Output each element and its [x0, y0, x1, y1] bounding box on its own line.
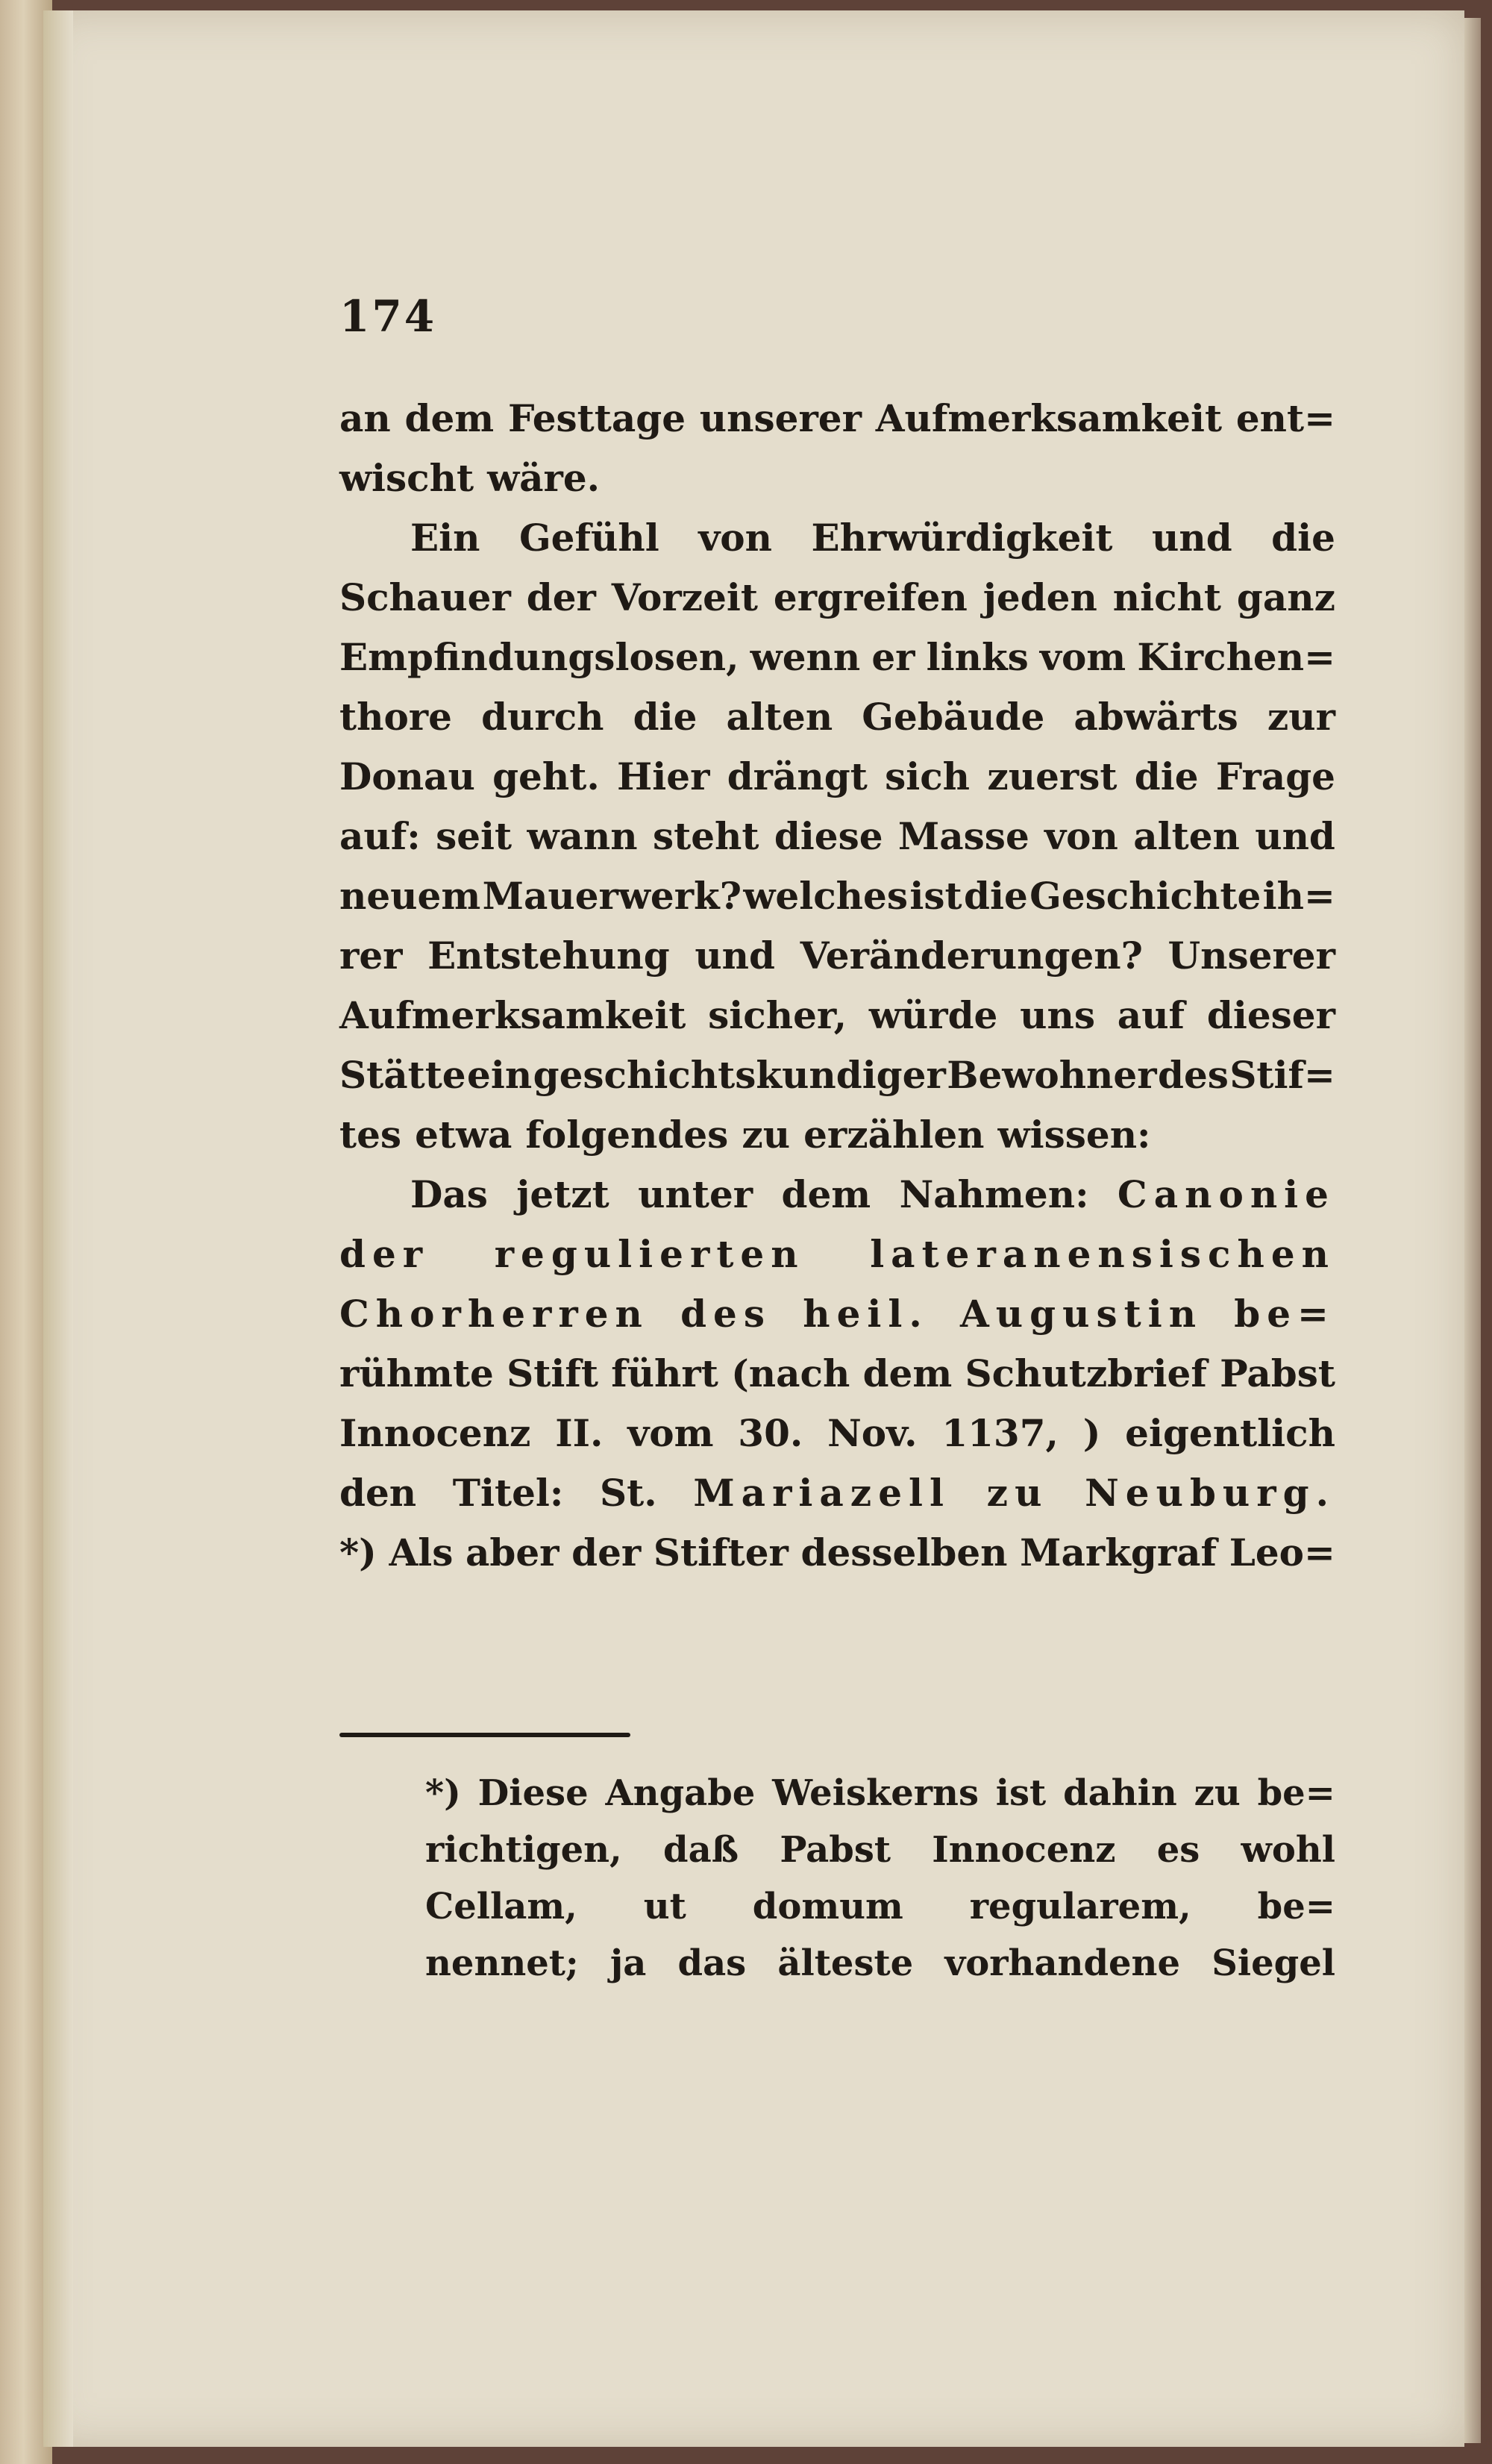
word: ih=: [1262, 873, 1335, 918]
word: Stifter: [653, 1530, 789, 1575]
word: führt: [611, 1351, 718, 1395]
word: (nach: [731, 1351, 850, 1395]
word: heil.: [803, 1291, 929, 1336]
word: Geschichte: [1029, 873, 1261, 918]
word: die: [633, 694, 698, 739]
word: Canonie: [1117, 1172, 1335, 1216]
word: Pabst: [780, 1829, 891, 1871]
word: Festtage: [507, 395, 686, 440]
word: welches: [743, 873, 908, 918]
word: zu: [742, 1112, 791, 1157]
word: von: [698, 515, 772, 560]
word: unserer: [699, 395, 862, 440]
word: Donau: [339, 754, 475, 798]
word: das: [677, 1942, 747, 1984]
word: dem: [781, 1172, 871, 1216]
word: Empfindungslosen,: [339, 634, 739, 679]
word: *): [339, 1530, 377, 1575]
word: jetzt: [516, 1172, 609, 1216]
word: folgendes: [525, 1112, 729, 1157]
text-line: [339, 1164, 1335, 1224]
word: Das: [410, 1172, 488, 1216]
word: jeden: [982, 575, 1097, 619]
text-line: [339, 1463, 1335, 1522]
word: ist: [909, 873, 962, 918]
word: Veränderungen?: [800, 933, 1143, 978]
word: dieser: [1206, 992, 1335, 1037]
word: durch: [481, 694, 604, 739]
word: Nov.: [827, 1410, 918, 1455]
word: lateranensischen: [870, 1231, 1335, 1276]
word: Ehrwürdigkeit: [811, 515, 1113, 560]
text-line: [339, 985, 1335, 1045]
text-line: [339, 687, 1335, 746]
word: Cellam,: [425, 1886, 577, 1927]
word: von: [1044, 813, 1118, 858]
word: Stif=: [1229, 1052, 1335, 1097]
word: Masse: [897, 813, 1029, 858]
word: tes: [339, 1112, 402, 1157]
word: Frage: [1215, 754, 1335, 798]
footnote-line: [425, 1765, 1335, 1822]
word: er: [871, 634, 915, 679]
word: der: [526, 575, 596, 619]
footnote-rule: [339, 1733, 630, 1737]
word: sich: [885, 754, 971, 798]
word: an: [339, 395, 391, 440]
footnote: [425, 1765, 1335, 1992]
word: daß: [663, 1829, 739, 1871]
word: regulierten: [494, 1231, 805, 1276]
word: die: [1271, 515, 1335, 560]
word: es: [1156, 1829, 1200, 1871]
word: auf:: [339, 813, 421, 858]
word: wohl: [1241, 1829, 1335, 1871]
word: und: [695, 933, 775, 978]
word: Diese: [477, 1772, 589, 1814]
word: zu: [986, 1470, 1049, 1515]
word: Schutzbrief: [965, 1351, 1207, 1395]
word: der: [339, 1231, 430, 1276]
word: vorhandene: [944, 1942, 1180, 1984]
word: geschichtskundiger: [533, 1052, 946, 1097]
word: Aufmerksamkeit: [875, 395, 1223, 440]
word: erzählen: [803, 1112, 985, 1157]
word: Entstehung: [427, 933, 670, 978]
word: Unserer: [1167, 933, 1335, 978]
word: Titel:: [452, 1470, 564, 1515]
page-gutter: [43, 10, 73, 2447]
word: Schauer: [339, 575, 511, 619]
word: Innocenz: [339, 1410, 531, 1455]
word: ut: [643, 1886, 686, 1927]
word: richtigen,: [425, 1829, 622, 1871]
word: Innocenz: [932, 1829, 1116, 1871]
word: nennet;: [425, 1942, 579, 1984]
word: Stift: [507, 1351, 598, 1395]
word: ganz: [1236, 575, 1335, 619]
word: alten: [726, 694, 833, 739]
word: neuem: [339, 873, 481, 918]
word: Weiskerns: [772, 1772, 979, 1814]
word: geht.: [492, 754, 600, 798]
word: unter: [638, 1172, 753, 1216]
word: eigentlich: [1125, 1410, 1335, 1455]
footnote-line: [425, 1935, 1335, 1992]
word: Gefühl: [518, 515, 659, 560]
word: Neuburg.: [1085, 1470, 1335, 1515]
word: be=: [1257, 1772, 1335, 1814]
text-line: [339, 806, 1335, 866]
word: dem: [404, 395, 495, 440]
word: wann: [527, 813, 638, 858]
word: ist: [995, 1772, 1047, 1814]
word: die: [963, 873, 1028, 918]
word: thore: [339, 694, 452, 739]
word: diese: [774, 813, 883, 858]
word: alten: [1133, 813, 1240, 858]
word: Pabst: [1220, 1351, 1335, 1395]
text-line: [339, 1045, 1335, 1104]
word: sicher,: [708, 992, 847, 1037]
word: rer: [339, 933, 403, 978]
word: steht: [652, 813, 759, 858]
word: vom: [1039, 634, 1126, 679]
word: zur: [1267, 694, 1335, 739]
word: Hier: [617, 754, 710, 798]
footnote-line: [425, 1878, 1335, 1935]
word: wenn: [750, 634, 861, 679]
word: *): [425, 1772, 461, 1814]
text-line: [339, 1343, 1335, 1403]
word: Leo=: [1229, 1530, 1335, 1575]
word: Aufmerksamkeit: [339, 992, 686, 1037]
word: Als: [389, 1530, 454, 1575]
word: Mariazell: [693, 1470, 950, 1515]
word: links: [926, 634, 1029, 679]
word: Ein: [410, 515, 480, 560]
word: zu: [1194, 1772, 1241, 1814]
text-line: [339, 448, 1335, 507]
page-number: 174: [339, 291, 437, 342]
word: des: [680, 1291, 771, 1336]
text-line: [339, 567, 1335, 627]
word: Gebäude: [862, 694, 1045, 739]
word: älteste: [777, 1942, 914, 1984]
text-line: [339, 627, 1335, 687]
word: desselben: [800, 1530, 1008, 1575]
text-line: [339, 1283, 1335, 1343]
footnote-line: [425, 1822, 1335, 1878]
word: ): [1082, 1410, 1101, 1455]
text-line: [339, 1522, 1335, 1582]
word: Chorherren: [339, 1291, 649, 1336]
word: Bewohner: [947, 1052, 1157, 1097]
word: Stätte: [339, 1052, 466, 1097]
text-line: [339, 746, 1335, 806]
word: wissen:: [997, 1112, 1151, 1157]
word: abwärts: [1073, 694, 1238, 739]
word: rühmte: [339, 1351, 494, 1395]
text-line: [339, 866, 1335, 925]
word: zuerst: [987, 754, 1118, 798]
word: ja: [609, 1942, 647, 1984]
word: seit: [436, 813, 513, 858]
body-text: [339, 388, 1335, 1582]
word: ergreifen: [773, 575, 968, 619]
word: 1137,: [941, 1410, 1059, 1455]
page-edge: [1464, 18, 1481, 2443]
word: ent=: [1235, 395, 1335, 440]
word: Markgraf: [1020, 1530, 1217, 1575]
word: Siegel: [1212, 1942, 1335, 1984]
word: etwa: [415, 1112, 513, 1157]
word: aber: [466, 1530, 560, 1575]
word: nicht: [1112, 575, 1221, 619]
word: Kirchen=: [1137, 634, 1335, 679]
word: dahin: [1063, 1772, 1177, 1814]
word: be=: [1257, 1886, 1335, 1927]
text-line: [339, 388, 1335, 448]
word: be=: [1234, 1291, 1335, 1336]
word: der: [571, 1530, 642, 1575]
word: drängt: [727, 754, 868, 798]
word: und: [1151, 515, 1232, 560]
word: Augustin: [960, 1291, 1203, 1336]
word: uns: [1020, 992, 1095, 1037]
word: dem: [862, 1351, 953, 1395]
word: würde: [868, 992, 998, 1037]
word: des: [1157, 1052, 1229, 1097]
word: regularem,: [969, 1886, 1191, 1927]
word: Vorzeit: [611, 575, 758, 619]
word: Nahmen:: [899, 1172, 1089, 1216]
word: ein: [467, 1052, 533, 1097]
word: die: [1134, 754, 1199, 798]
text-line: [339, 507, 1335, 567]
word: den: [339, 1470, 417, 1515]
text-line: [339, 1403, 1335, 1463]
word: St.: [600, 1470, 657, 1515]
word: und: [1255, 813, 1335, 858]
word: 30.: [738, 1410, 803, 1455]
word: II.: [555, 1410, 604, 1455]
word: vom: [627, 1410, 714, 1455]
word: wischt: [339, 455, 474, 500]
text-line: [339, 925, 1335, 985]
text-line: [339, 1104, 1335, 1164]
text-line: [339, 1224, 1335, 1283]
word: auf: [1117, 992, 1185, 1037]
word: domum: [752, 1886, 903, 1927]
word: Angabe: [605, 1772, 756, 1814]
word: Mauerwerk?: [482, 873, 742, 918]
word: wäre.: [487, 455, 601, 500]
